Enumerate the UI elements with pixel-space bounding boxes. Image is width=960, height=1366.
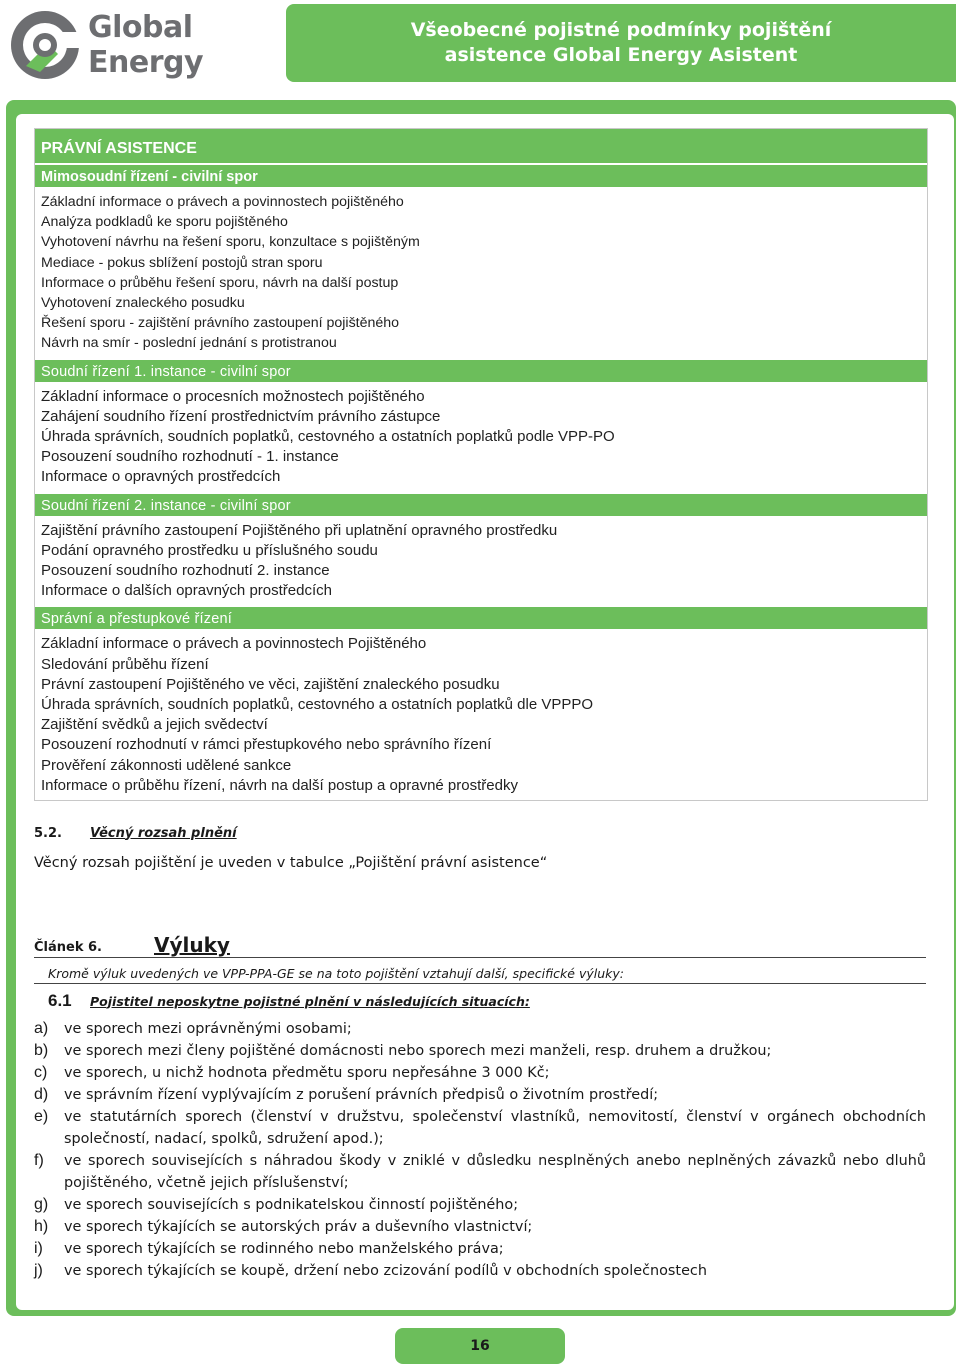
document-title-line1: Všeobecné pojistné podmínky pojištění xyxy=(410,19,832,41)
section-5-2 xyxy=(34,820,924,876)
document-title-box xyxy=(286,4,956,82)
page-header xyxy=(0,0,960,90)
section-items-court-2 xyxy=(35,518,927,608)
list-item-text: ve správním řízení vyplývajícím z porušení právních předpisů o životním prostředí; xyxy=(64,1087,659,1103)
table-row: Řešení sporu - zajištění právního zastoupení pojištěného xyxy=(41,315,400,332)
table-row: Informace o průběhu řízení, návrh na další postup a opravné prostředky xyxy=(41,776,518,794)
list-item-text: ve sporech mezi členy pojištěné domácnosti nebo sporech mezi manželi, resp. druhem a družkou; xyxy=(64,1043,772,1059)
document-title-line2: asistence Global Energy Asistent xyxy=(444,44,798,66)
table-row: Informace o opravných prostředcích xyxy=(41,468,281,486)
list-item-text: ve sporech mezi oprávněnými osobami; xyxy=(64,1021,352,1037)
article-6-heading xyxy=(34,930,926,958)
list-item-text: ve sporech týkajících se koupě, držení nebo zcizování podílů v obchodních společnostech xyxy=(64,1263,707,1279)
article-6-label: Článek 6. xyxy=(34,940,102,955)
table-row: Posouzení soudního rozhodnutí - 1. instance xyxy=(41,448,339,466)
list-item-letter: a) xyxy=(34,1020,49,1037)
list-item-text: ve sporech týkajících se rodinného nebo manželského práva; xyxy=(64,1241,504,1257)
section-heading-administrative: Správní a přestupkové řízení xyxy=(35,607,927,631)
section-heading-court-1: Soudní řízení 1. instance - civilní spor xyxy=(35,360,927,384)
list-item xyxy=(34,1238,926,1260)
list-item-letter: c) xyxy=(34,1064,48,1081)
list-item-letter: h) xyxy=(34,1218,49,1235)
table-row: Základní informace o právech a povinnostech Pojištěného xyxy=(41,635,427,653)
list-item-text: ve sporech souvisejících s náhradou škody v zniklé v důsledku nesplněných anebo neplněných závazků nebo dluhů pojištěného, včetně jejich příslušenství; xyxy=(64,1153,926,1191)
list-item-letter: b) xyxy=(34,1042,49,1059)
list-item-letter: i) xyxy=(34,1240,43,1257)
section-items-out-of-court xyxy=(35,189,927,360)
article-6-title: Výluky xyxy=(154,933,230,957)
table-row: Analýza podkladů ke sporu pojištěného xyxy=(41,214,288,231)
section-items-administrative xyxy=(35,631,927,800)
list-item-text: ve sporech týkajících se autorských práv a duševního vlastnictví; xyxy=(64,1219,533,1235)
list-item xyxy=(34,1216,926,1238)
table-row: Základní informace o právech a povinnostech pojištěného xyxy=(41,194,404,210)
list-item-letter: f) xyxy=(34,1152,44,1169)
list-item-letter: j) xyxy=(34,1262,43,1279)
table-main-heading: PRÁVNÍ ASISTENCE xyxy=(35,129,927,165)
exclusions-list xyxy=(34,1018,926,1282)
table-row: Sledování průběhu řízení xyxy=(41,655,209,673)
table-row: Návrh na smír - poslední jednání s protistranou xyxy=(41,335,337,352)
table-row: Posouzení rozhodnutí v rámci přestupkového nebo správního řízení xyxy=(41,736,492,754)
company-logo xyxy=(6,4,276,86)
table-row: Informace o průběhu řešení sporu, návrh na další postup xyxy=(41,274,399,291)
list-item-text: ve sporech souvisejících s podnikatelskou činností pojištěného; xyxy=(64,1197,519,1213)
table-row: Úhrada správních, soudních poplatků, cestovného a ostatních poplatků podle VPP-PO xyxy=(41,428,615,446)
table-row: Podání opravného prostředku u příslušného soudu xyxy=(41,541,378,559)
article-6-1-heading xyxy=(34,988,926,1014)
list-item xyxy=(34,1260,926,1282)
article-6-1-text: Pojistitel neposkytne pojistné plnění v následujících situacích: xyxy=(90,993,530,1009)
table-row: Právní zastoupení Pojištěného ve věci, zajištění znaleckého posudku xyxy=(41,675,500,693)
section-heading-out-of-court: Mimosoudní řízení - civilní spor xyxy=(35,165,927,189)
legal-assistance-table xyxy=(34,128,928,801)
table-row: Zahájení soudního řízení prostřednictvím právního zástupce xyxy=(41,407,441,425)
list-item xyxy=(34,1194,926,1216)
table-row: Informace o dalších opravných prostředcích xyxy=(41,582,332,600)
table-row: Posouzení soudního rozhodnutí 2. instance xyxy=(41,562,330,580)
table-row: Úhrada správních, soudních poplatků, cestovného a ostatních poplatků dle VPPPO xyxy=(41,696,594,714)
list-item-letter: e) xyxy=(34,1108,49,1125)
article-6-1-number: 6.1 xyxy=(48,991,72,1010)
section-items-court-1 xyxy=(35,384,927,494)
section-heading-court-2: Soudní řízení 2. instance - civilní spor xyxy=(35,494,927,518)
section-5-2-number: 5.2. xyxy=(34,825,62,841)
list-item xyxy=(34,1106,926,1150)
page-number: 16 xyxy=(395,1328,565,1364)
table-row: Zajištění právního zastoupení Pojištěného při uplatnění opravného prostředku xyxy=(41,521,558,539)
list-item xyxy=(34,1084,926,1106)
section-5-2-text: Věcný rozsah pojištění je uveden v tabulce „Pojištění právní asistence“ xyxy=(34,855,548,871)
table-row: Zajištění svědků a jejich svědectví xyxy=(41,716,268,734)
list-item-letter: d) xyxy=(34,1086,49,1103)
list-item xyxy=(34,1040,926,1062)
logo-text: Global Energy xyxy=(88,10,204,80)
list-item-text: ve statutárních sporech (členství v družstvu, společenství vlastníků, nemovitostí, členství v orgánech obchodních společností, nadací, spolků, sdružení apod.); xyxy=(64,1109,926,1147)
list-item xyxy=(34,1150,926,1194)
section-5-2-heading xyxy=(34,820,924,846)
article-6 xyxy=(34,930,926,1014)
table-row: Vyhotovení znaleckého posudku xyxy=(41,295,245,312)
logo-mark-icon xyxy=(6,6,84,84)
table-row: Mediace - pokus sblížení postojů stran sporu xyxy=(41,254,323,271)
article-6-note: Kromě výluk uvedených ve VPP-PPA-GE se na toto pojištění vztahují další, specifické výluky: xyxy=(34,966,926,984)
table-row: Prověření zákonnosti udělené sankce xyxy=(41,756,292,774)
list-item-letter: g) xyxy=(34,1196,49,1213)
list-item-text: ve sporech, u nichž hodnota předmětu sporu nepřesáhne 3 000 Kč; xyxy=(64,1065,550,1081)
list-item xyxy=(34,1062,926,1084)
section-5-2-title: Věcný rozsah plnění xyxy=(89,825,237,841)
list-item xyxy=(34,1018,926,1040)
table-row: Vyhotovení návrhu na řešení sporu, konzultace s pojištěným xyxy=(41,234,420,251)
table-row: Základní informace o procesních možnostech pojištěného xyxy=(41,387,425,405)
